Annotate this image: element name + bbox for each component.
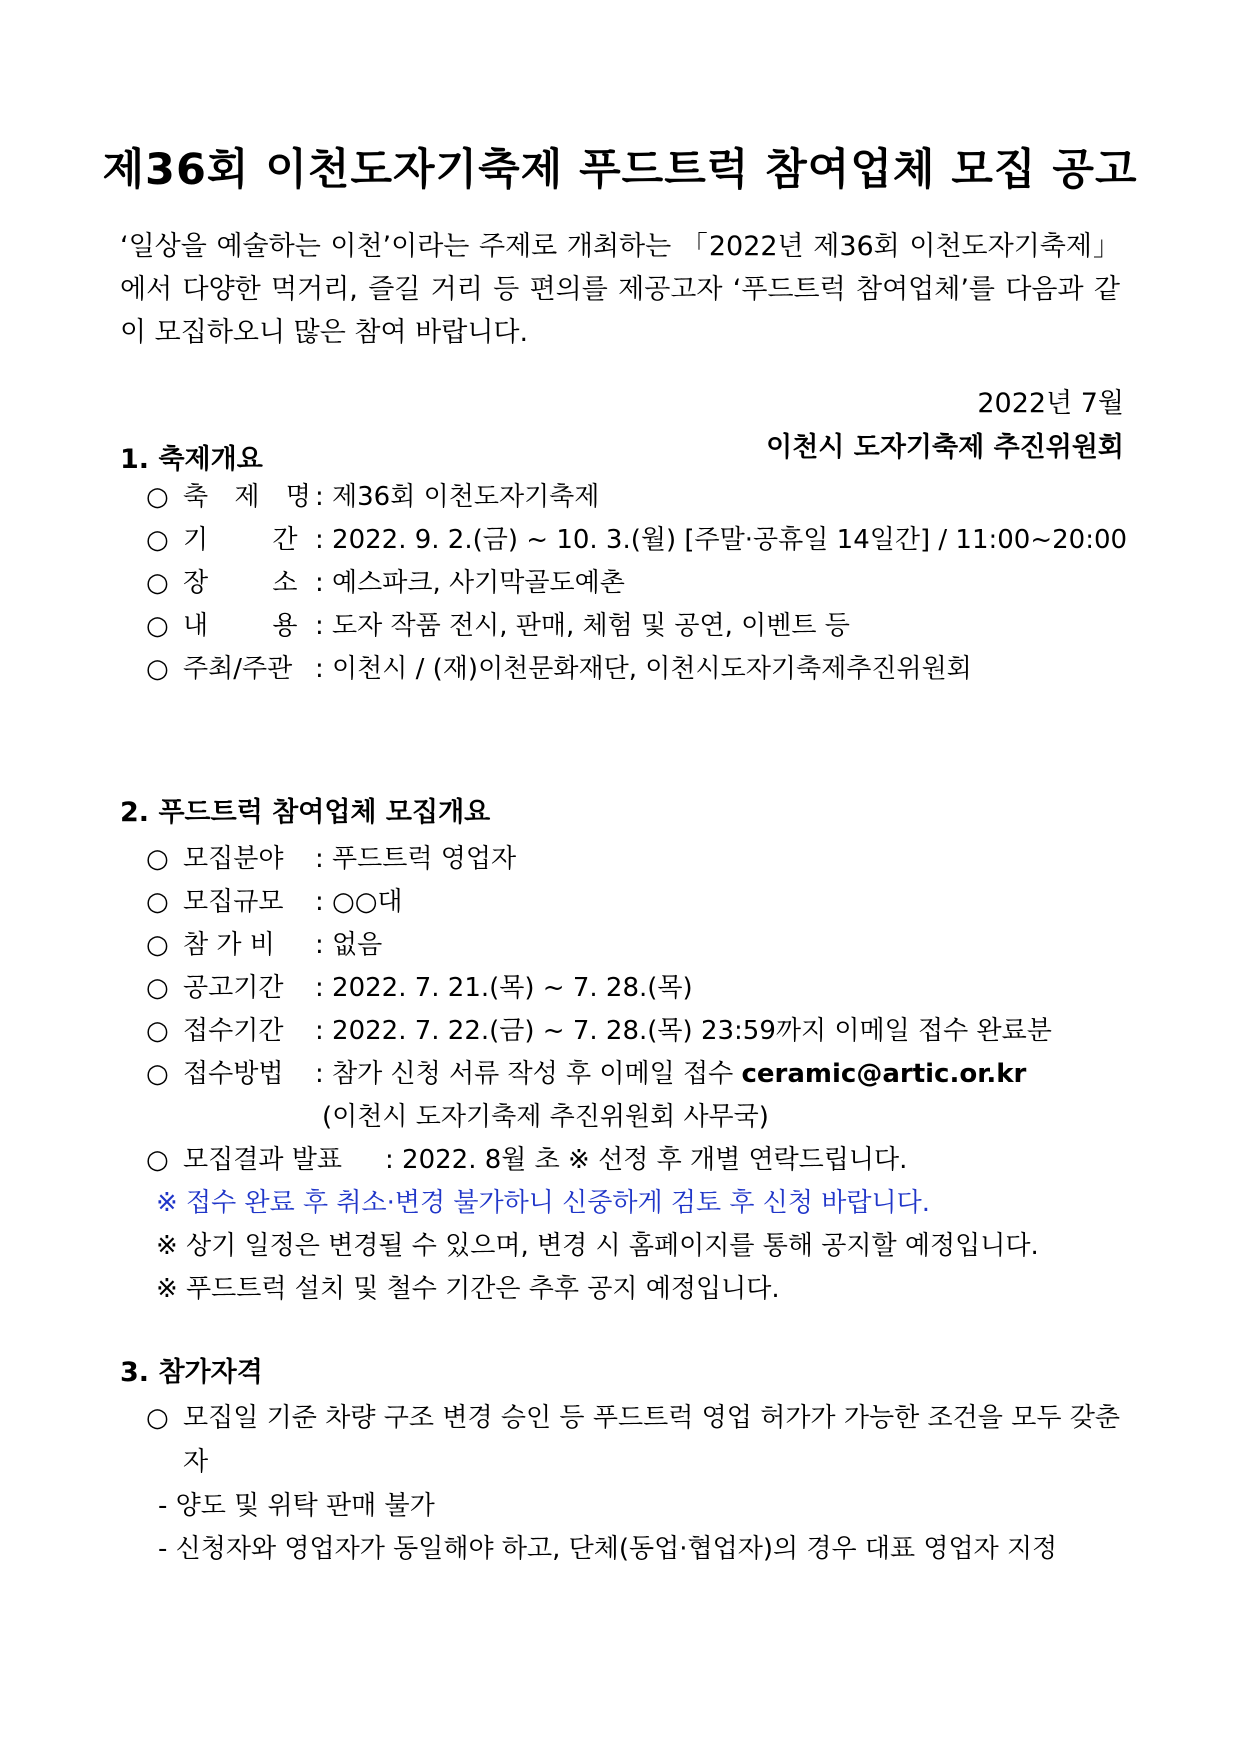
bullet-circle-icon: ○ xyxy=(146,844,169,874)
item-label: 내 용 xyxy=(183,611,298,641)
item-label: 주최/주관 xyxy=(183,654,293,684)
item-label: 참 가 비 xyxy=(183,930,275,960)
item-value: : 도자 작품 전시, 판매, 체험 및 공연, 이벤트 등 xyxy=(315,611,850,641)
item-label: 접수기간 xyxy=(183,1016,284,1046)
list-item xyxy=(146,967,693,1004)
bullet-circle-icon: ○ xyxy=(146,482,169,512)
eligibility-sub: - 양도 및 위탁 판매 불가 xyxy=(158,1491,435,1521)
announcement-date: 2022년 7월 xyxy=(977,388,1124,419)
item-value: : 2022. 9. 2.(금) ~ 10. 3.(월) [주말·공휴일 14일간] / 11:00~20:00 xyxy=(315,525,1128,555)
item-label: 모집결과 발표 xyxy=(183,1145,342,1175)
section-1-heading: 1. 축제개요 xyxy=(120,444,263,475)
list-item xyxy=(146,519,1127,556)
item-value: : 제36회 이천도자기축제 xyxy=(315,482,600,512)
eligibility-text-block xyxy=(146,1396,1120,1484)
section-3-heading: 3. 참가자격 xyxy=(120,1357,263,1388)
item-label: 접수방법 xyxy=(183,1059,284,1089)
page-title: 제36회 이천도자기축제 푸드트럭 참여업체 모집 공고 xyxy=(102,145,1138,195)
bullet-circle-icon: ○ xyxy=(146,611,169,641)
list-item xyxy=(146,1053,1026,1090)
item-label: 축 제 명 xyxy=(183,482,320,512)
notice-note: ※ 푸드트럭 설치 및 철수 기간은 추후 공지 예정입니다. xyxy=(156,1274,780,1304)
item-label: 기 간 xyxy=(183,525,298,555)
item-value: : ○○대 xyxy=(315,887,403,917)
list-item xyxy=(146,924,382,961)
eligibility-main xyxy=(146,1396,1120,1484)
list-item xyxy=(146,476,599,513)
item-value: : 2022. 8월 초 ※ 선정 후 개별 연락드립니다. xyxy=(385,1145,908,1175)
bullet-circle-icon: ○ xyxy=(146,1403,169,1433)
list-item xyxy=(146,1010,1052,1047)
eligibility-sub: - 신청자와 영업자가 동일해야 하고, 단체(동업·협업자)의 경우 대표 영업자 지정 xyxy=(158,1534,1058,1564)
bullet-circle-icon: ○ xyxy=(146,1016,169,1046)
application-email[interactable]: ceramic@artic.or.kr xyxy=(741,1059,1027,1089)
bullet-circle-icon: ○ xyxy=(146,525,169,555)
item-value: : 푸드트럭 영업자 xyxy=(315,844,517,874)
bullet-circle-icon: ○ xyxy=(146,654,169,684)
list-item xyxy=(146,838,516,875)
bullet-circle-icon: ○ xyxy=(146,930,169,960)
item-value: : 없음 xyxy=(315,930,383,960)
list-item xyxy=(146,648,972,685)
item-value: : 2022. 7. 22.(금) ~ 7. 28.(목) 23:59까지 이메일 접수 완료분 xyxy=(315,1016,1052,1046)
item-label: 모집규모 xyxy=(183,887,284,917)
list-item xyxy=(146,1139,907,1176)
bullet-circle-icon: ○ xyxy=(146,973,169,1003)
notice-warning: ※ 접수 완료 후 취소·변경 불가하니 신중하게 검토 후 신청 바랍니다. xyxy=(156,1188,930,1218)
bullet-circle-icon: ○ xyxy=(146,568,169,598)
list-item xyxy=(146,605,850,642)
bullet-circle-icon: ○ xyxy=(146,1059,169,1089)
bullet-circle-icon: ○ xyxy=(146,887,169,917)
list-item xyxy=(146,562,625,599)
list-item xyxy=(146,881,403,918)
item-value: : 예스파크, 사기막골도예촌 xyxy=(315,568,625,598)
item-value: : 2022. 7. 21.(목) ~ 7. 28.(목) xyxy=(315,973,693,1003)
notice-note: ※ 상기 일정은 변경될 수 있으며, 변경 시 홈페이지를 통해 공지할 예정입니다. xyxy=(156,1231,1039,1261)
intro-paragraph: ‘일상을 예술하는 이천’이라는 주제로 개최하는 「2022년 제36회 이천도자기축제」에서 다양한 먹거리, 즐길 거리 등 편의를 제공고자 ‘푸드트럭 참여업체’를 다음과 같이 모집하오니 많은 참여 바랍니다. xyxy=(120,231,1120,348)
issuing-organization: 이천시 도자기축제 추진위원회 xyxy=(766,432,1124,463)
bullet-circle-icon: ○ xyxy=(146,1145,169,1175)
item-label: 장 소 xyxy=(183,568,298,598)
item-value: : 이천시 / (재)이천문화재단, 이천시도자기축제추진위원회 xyxy=(315,654,972,684)
item-label: 모집분야 xyxy=(183,844,284,874)
eligibility-text: 모집일 기준 차량 구조 변경 승인 등 푸드트럭 영업 허가가 가능한 조건을 모두 갖춘 자 xyxy=(183,1403,1120,1477)
section-2-heading: 2. 푸드트럭 참여업체 모집개요 xyxy=(120,797,491,828)
item-label: 공고기간 xyxy=(183,973,284,1003)
office-note: (이천시 도자기축제 추진위원회 사무국) xyxy=(322,1102,769,1132)
item-value: : 참가 신청 서류 작성 후 이메일 접수 xyxy=(315,1059,742,1089)
